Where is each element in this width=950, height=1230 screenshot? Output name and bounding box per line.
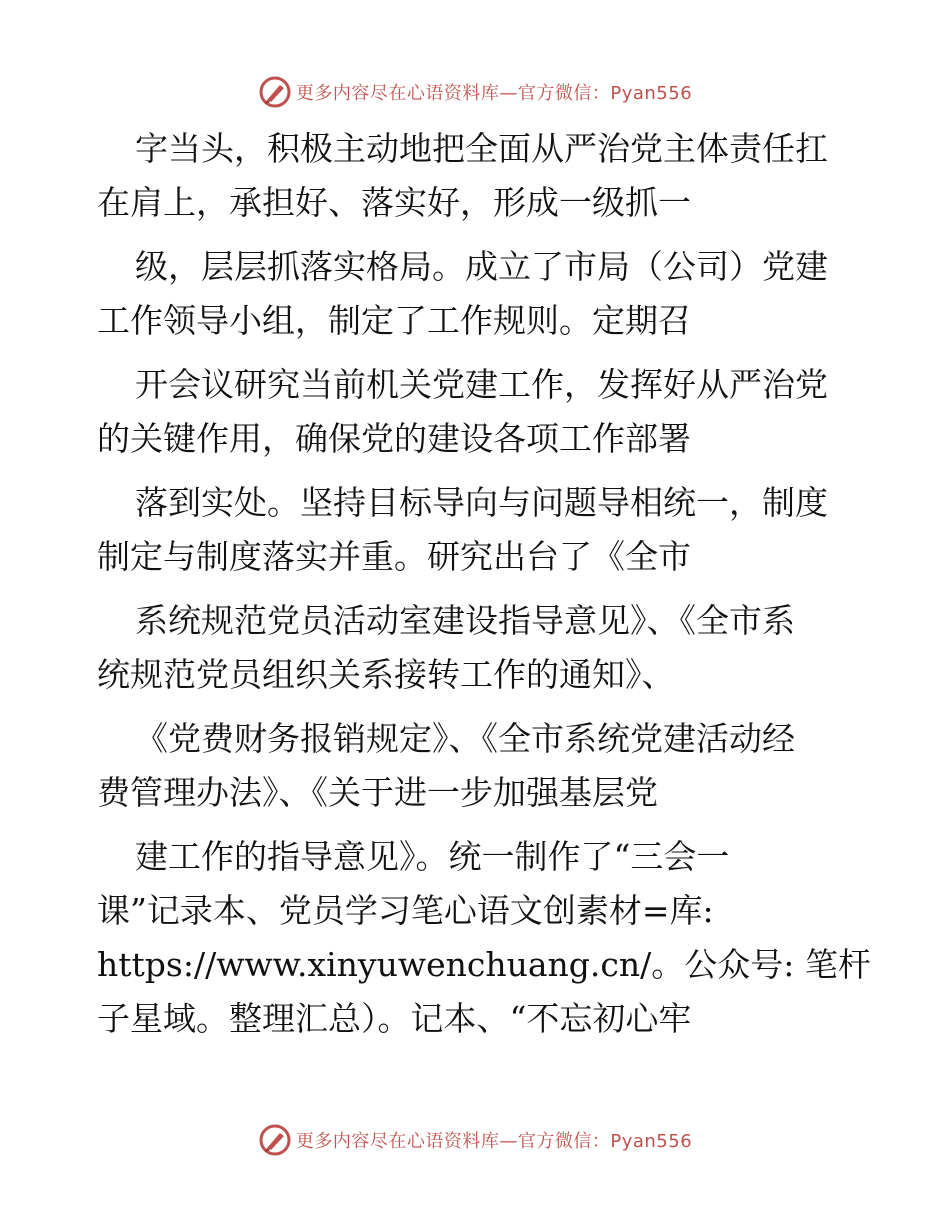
text-line: 课”记录本、党员学习笔心语文创素材=库: [97,891,714,930]
text-line: 子星域。整理汇总）。记本、“不忘初心牢 [97,999,692,1038]
footer-banner-text: 更多内容尽在心语资料库—官方微信：Pyan556 [295,1131,693,1152]
text-line: 建工作的指导意见》。统一制作了“三会一 [135,837,730,876]
body-text [97,122,871,1046]
footer-banner [0,1120,950,1160]
text-line: 系统规范党员活动室建设指导意见》、《全市系 [135,601,795,640]
header-banner [0,72,950,112]
text-line: 级，层层抓落实格局。成立了市局（公司）党建 [135,247,828,286]
text-line: 的关键作用，确保党的建设各项工作部署 [97,419,691,458]
text-line: 工作领导小组，制定了工作规则。定期召 [97,301,691,340]
text-line: 落到实处。坚持目标导向与问题导相统一，制度 [135,483,828,522]
pen-logo-icon [258,75,292,109]
text-line: 费管理办法》、《关于进一步加强基层党 [97,773,658,812]
pen-logo-icon [258,1123,292,1157]
text-line: https://www.xinyuwenchuang.cn/。公众号: 笔杆 [97,945,871,984]
text-line: 开会议研究当前机关党建工作，发挥好从严治党 [135,365,828,404]
text-line: 制定与制度落实并重。研究出台了《全市 [97,537,691,576]
header-banner-text: 更多内容尽在心语资料库—官方微信：Pyan556 [295,83,693,104]
text-line: 字当头，积极主动地把全面从严治党主体责任扛 [135,129,828,168]
text-line: 《党费财务报销规定》、《全市系统党建活动经 [135,719,795,758]
text-line: 统规范党员组织关系接转工作的通知》、 [97,655,675,694]
text-line: 在肩上，承担好、落实好，形成一级抓一 [97,183,691,222]
